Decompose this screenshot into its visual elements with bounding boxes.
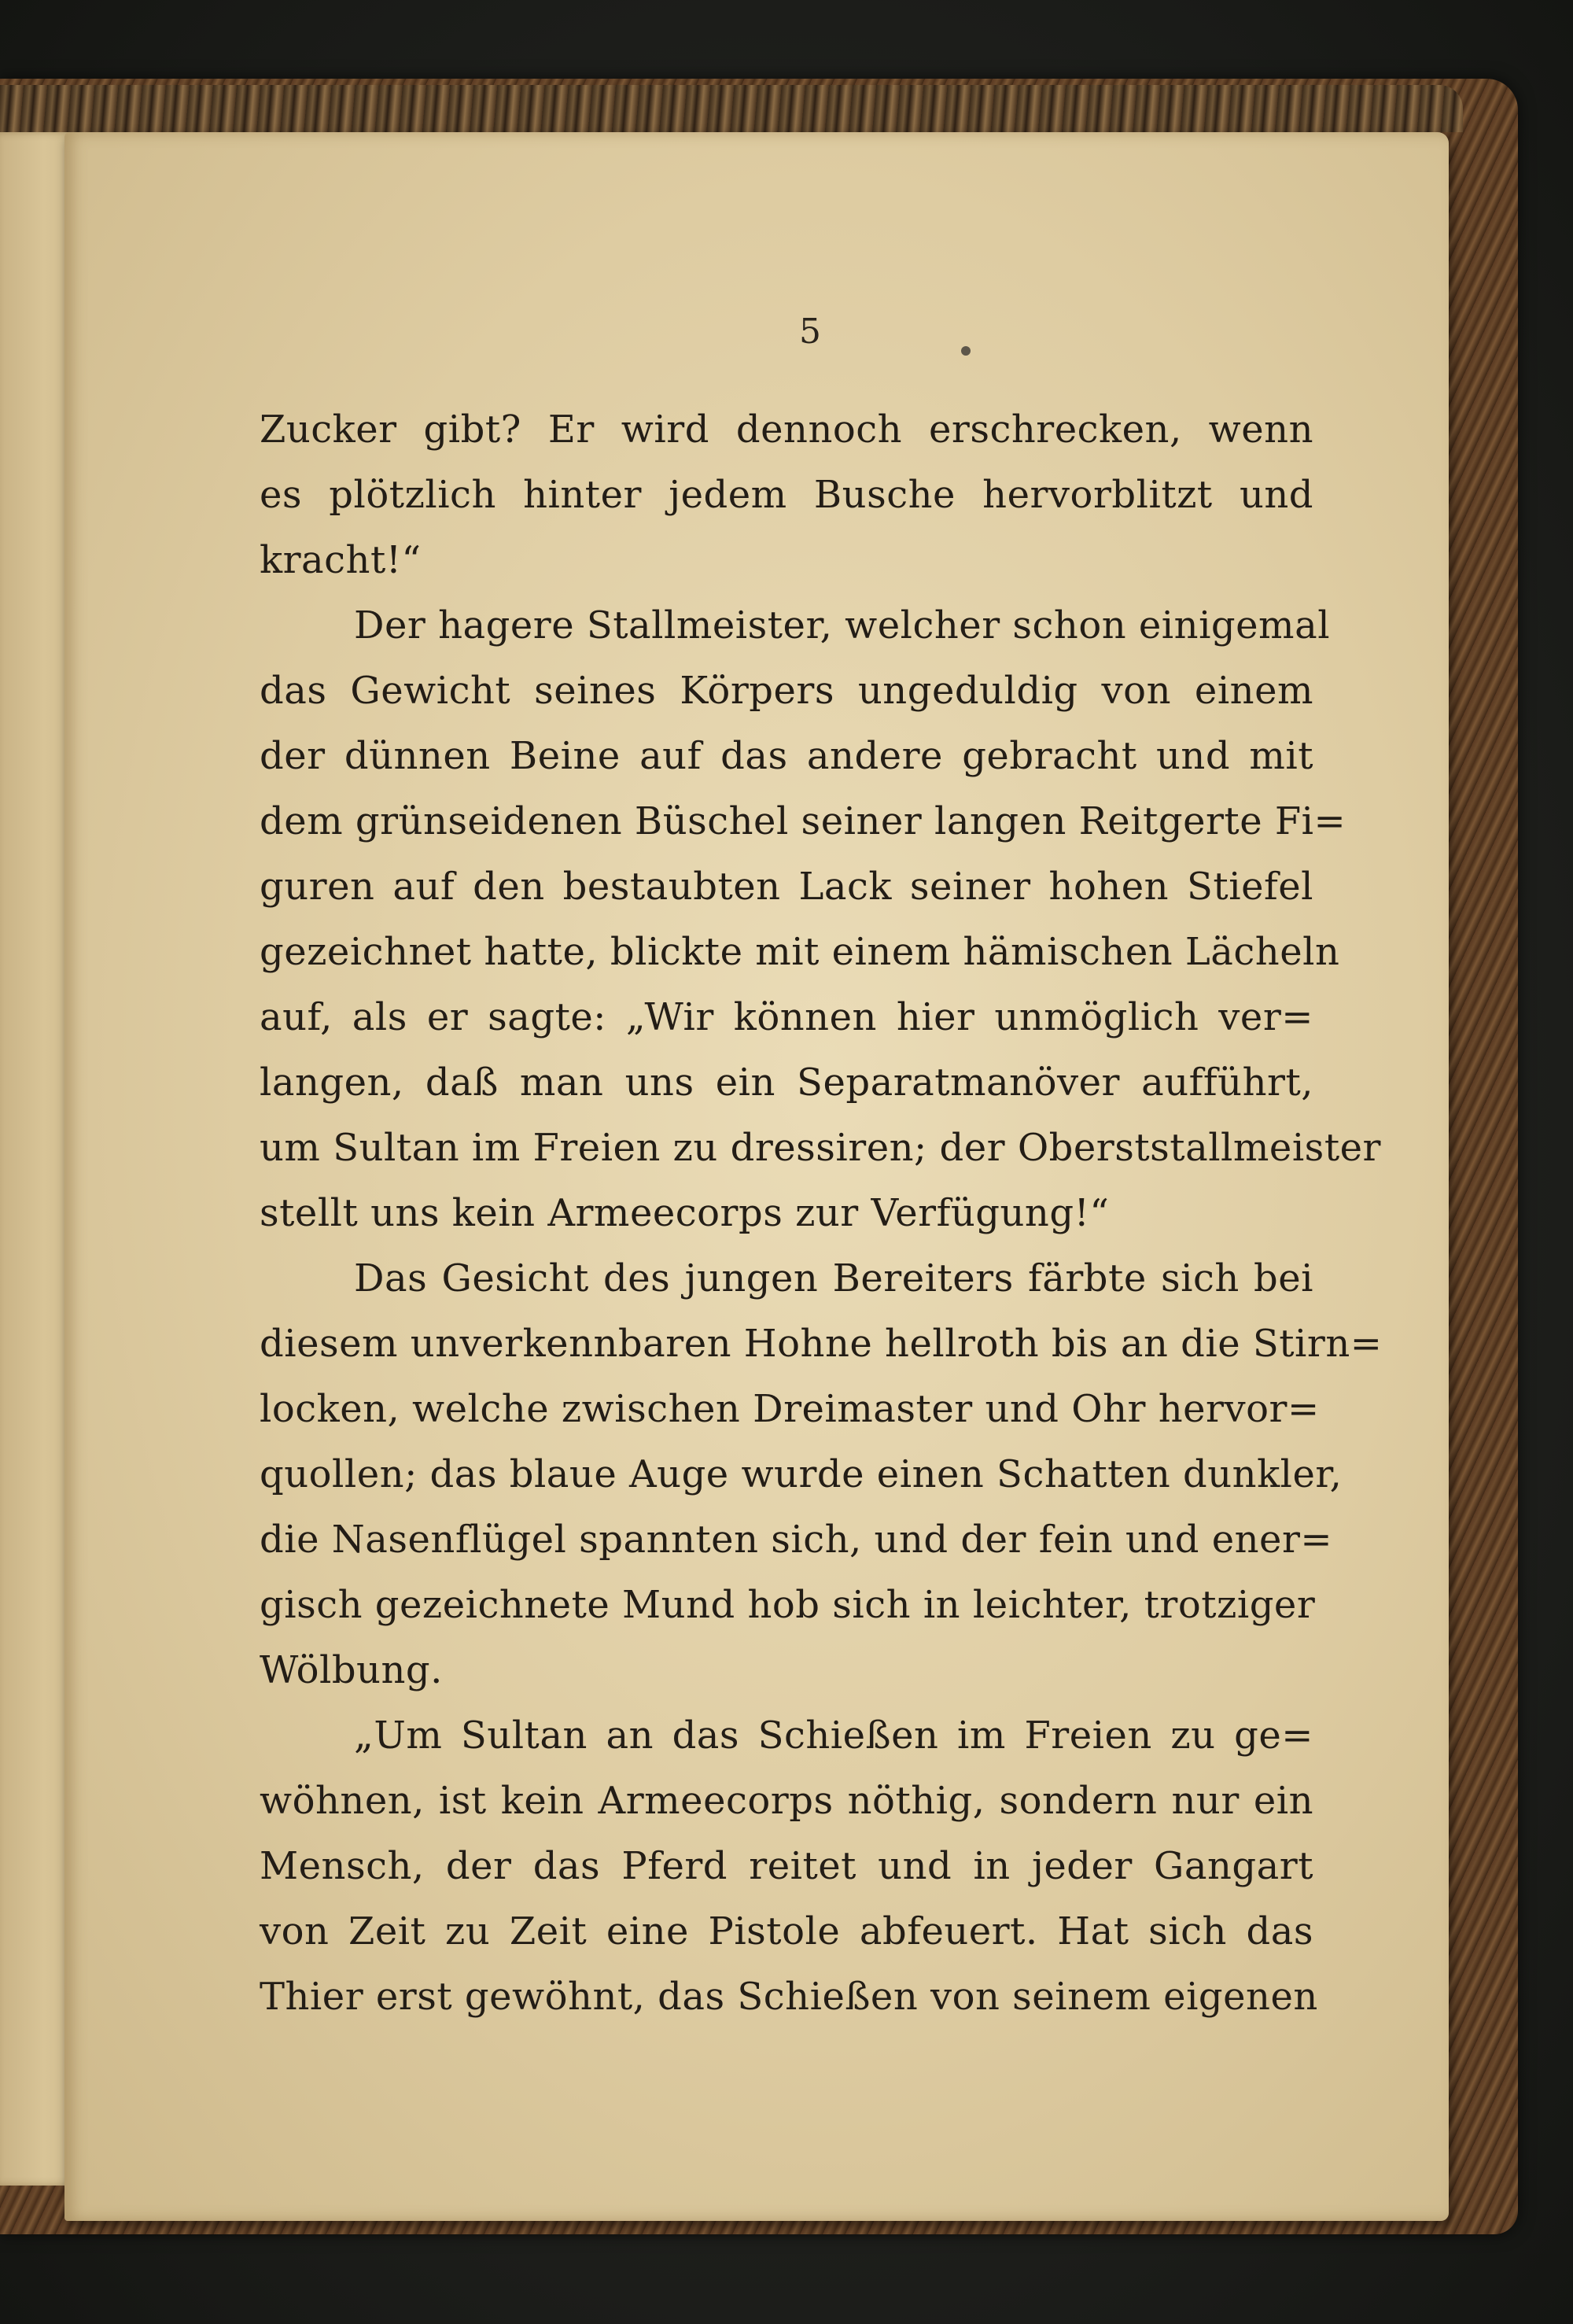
text-line: gezeichnet hatte, blickte mit einem hämischen Lächeln xyxy=(260,930,1340,974)
page-number: 5 xyxy=(799,312,821,352)
text-line: quollen; das blaue Auge wurde einen Schatten dunkler, xyxy=(260,1452,1343,1496)
text-line: die Nasenflügel spannten sich, und der fein und ener= xyxy=(260,1518,1333,1562)
text-line: Zucker gibt? Er wird dennoch erschrecken, wenn xyxy=(260,408,1313,452)
text-line: Der hagere Stallmeister, welcher schon einigemal xyxy=(354,603,1331,647)
text-line: auf, als er sagte: „Wir können hier unmöglich ver= xyxy=(260,995,1313,1039)
text-line: um Sultan im Freien zu dressiren; der Oberststallmeister xyxy=(260,1126,1381,1170)
text-line: stellt uns kein Armeecorps zur Verfügung!“ xyxy=(260,1191,1110,1235)
text-line: das Gewicht seines Körpers ungeduldig von einem xyxy=(260,669,1313,713)
text-line: Das Gesicht des jungen Bereiters färbte sich bei xyxy=(354,1256,1313,1300)
text-line: der dünnen Beine auf das andere gebracht und mit xyxy=(260,734,1313,778)
text-line: kracht!“ xyxy=(260,538,422,582)
text-line: gisch gezeichnete Mund hob sich in leichter, trotziger xyxy=(260,1583,1316,1627)
text-line: Wölbung. xyxy=(260,1648,443,1692)
text-line: von Zeit zu Zeit eine Pistole abfeuert. Hat sich das xyxy=(260,1909,1313,1953)
text-line: langen, daß man uns ein Separatmanöver aufführt, xyxy=(260,1061,1313,1105)
text-line: diesem unverkennbaren Hohne hellroth bis an die Stirn= xyxy=(260,1322,1383,1366)
body-text xyxy=(260,397,1383,2030)
text-line: Thier erst gewöhnt, das Schießen von seinem eigenen xyxy=(260,1975,1318,2019)
text-line: dem grünseidenen Büschel seiner langen Reitgerte Fi= xyxy=(260,799,1346,843)
text-line: guren auf den bestaubten Lack seiner hohen Stiefel xyxy=(260,865,1313,909)
text-line: Mensch, der das Pferd reitet und in jeder Gangart xyxy=(260,1844,1313,1888)
ink-spot xyxy=(961,346,971,356)
book-cover-top-edge xyxy=(0,85,1463,132)
text-line: es plötzlich hinter jedem Busche hervorblitzt und xyxy=(260,473,1313,517)
text-line: locken, welche zwischen Dreimaster und Ohr hervor= xyxy=(260,1387,1320,1431)
text-line: „Um Sultan an das Schießen im Freien zu ge= xyxy=(354,1713,1313,1758)
text-line: wöhnen, ist kein Armeecorps nöthig, sondern nur ein xyxy=(260,1779,1313,1823)
